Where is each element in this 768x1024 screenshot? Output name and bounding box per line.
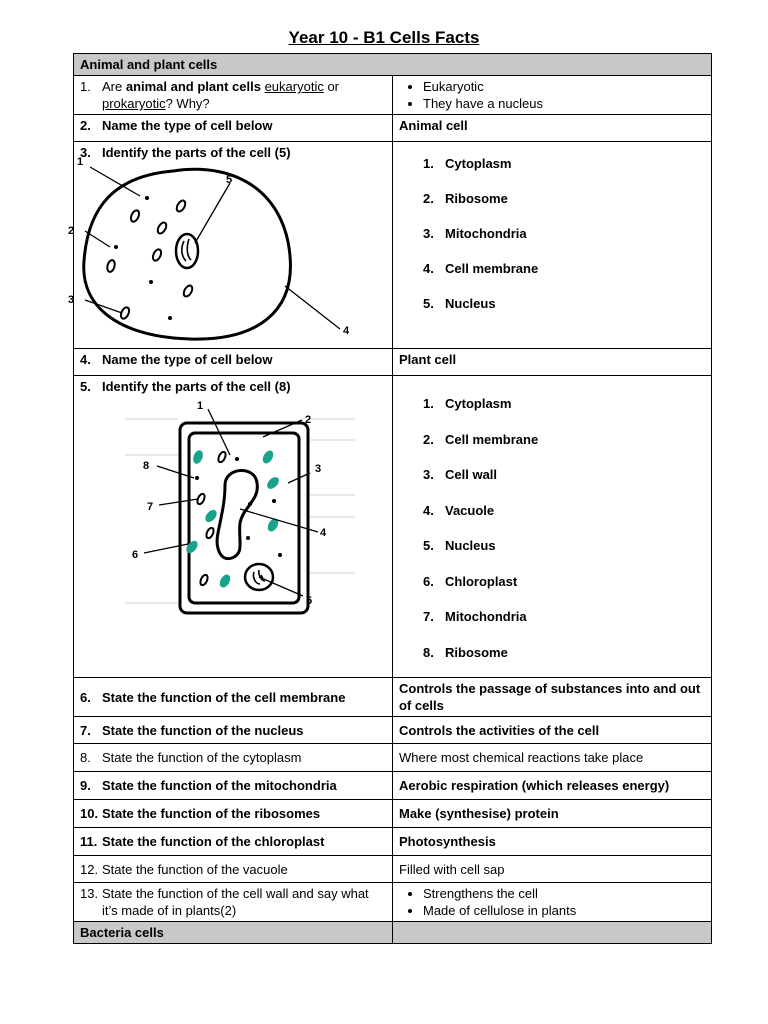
section-header-animal-plant [74, 54, 712, 76]
table-row [74, 76, 712, 115]
diagram-label: 5 [306, 595, 313, 607]
answer-cell [393, 883, 712, 922]
question-cell: 8. State the function of the cytoplasm [74, 744, 393, 772]
answer-list-item: 1. Cytoplasm [423, 396, 512, 411]
question-text: State the function of the chloroplast [102, 834, 325, 849]
table-row [74, 800, 712, 828]
question-cell: 5. Identify the parts of the cell (8) 1 2 3 4 5 6 7 8 [74, 376, 393, 678]
cells-facts-table [68, 53, 712, 944]
diagram-label: 4 [343, 325, 350, 337]
page-title: Year 10 - B1 Cells Facts [288, 28, 480, 47]
answer-bullet: • Strengthens the cell [423, 885, 705, 902]
answer-list-item: 3. Mitochondria [423, 226, 527, 241]
table-row [74, 142, 712, 349]
diagram-label: 6 [132, 549, 139, 561]
question-text: Name the type of cell below [102, 352, 273, 367]
answer-list-item: 5. Nucleus [423, 296, 496, 311]
answer-bullet: • Made of cellulose in plants [423, 902, 705, 919]
diagram-label: 8 [143, 460, 150, 472]
question-cell: 6. State the function of the cell membrane [74, 678, 393, 717]
question-text: State the function of the nucleus [102, 722, 304, 738]
question-text: Identify the parts of the cell (8) [102, 379, 291, 394]
question-text: State the function of the vacuole [102, 861, 288, 877]
question-text: Identify the parts of the cell (5) [102, 145, 291, 160]
section-header-bacteria [74, 922, 712, 944]
diagram-label: 2 [68, 225, 75, 237]
answer-cell: Filled with cell sap [393, 856, 712, 883]
answer-list-item: 8. Ribosome [423, 644, 508, 660]
answer-cell [393, 142, 712, 349]
question-cell: 10. State the function of the ribosomes [74, 800, 393, 828]
answer-list-item: 7. Mitochondria [423, 609, 527, 624]
answer-list-item: 2. Ribosome [423, 191, 508, 206]
question-cell: 12. State the function of the vacuole [74, 856, 393, 883]
question-text: State the function of the cytoplasm [102, 750, 302, 765]
question-text: State the function of the cell membrane [102, 689, 346, 705]
table-row [74, 678, 712, 717]
diagram-label: 4 [320, 527, 327, 539]
question-cell: 3. Identify the parts of the cell (5) 1 2 3 4 5 [74, 142, 393, 349]
question-text: State the function of the ribosomes [102, 806, 321, 821]
question-cell: 11. State the function of the chloroplast [74, 828, 393, 856]
diagram-label: 3 [68, 294, 75, 306]
diagram-label: 1 [197, 400, 204, 412]
answer-bullet: • Eukaryotic [423, 78, 705, 95]
table-row [74, 883, 712, 922]
question-number: 1. [80, 79, 91, 94]
plant-cell-diagram [80, 395, 380, 625]
answer-cell: Aerobic respiration (which releases energy) [393, 772, 712, 800]
question-text: Name the type of cell below [102, 118, 273, 133]
answer-list-item: 1. Cytoplasm [423, 156, 512, 171]
diagram-label: 3 [315, 463, 322, 475]
question-cell: 7. State the function of the nucleus [74, 717, 393, 744]
answer-cell [393, 376, 712, 678]
diagram-label: 7 [147, 501, 154, 513]
question-text: State the function of the mitochondria [102, 778, 337, 793]
answer-bullet: • They have a nucleus [423, 95, 705, 112]
answer-list-item: 5. Nucleus [423, 538, 496, 553]
answer-list-item: 3. Cell wall [423, 467, 498, 482]
table-row [74, 115, 712, 142]
table-row [74, 856, 712, 883]
question-cell: 2. Name the type of cell below [74, 115, 393, 142]
diagram-label: 5 [226, 174, 233, 186]
diagram-label: 1 [76, 156, 84, 168]
answer-list-item: 4. Cell membrane [423, 261, 539, 276]
question-text: State the function of the cell wall and say what it’s made of in plants(2) [102, 886, 369, 918]
question-cell: 9. State the function of the mitochondria [74, 772, 393, 800]
answer-list-item: 4. Vacuole [423, 502, 495, 518]
plant-vacuole [217, 470, 257, 558]
table-row [74, 744, 712, 772]
section-empty-cell [393, 922, 712, 944]
animal-cell-diagram [68, 156, 380, 346]
answer-cell: Controls the activities of the cell [393, 717, 712, 744]
question-text: Are animal and plant cells eukaryotic or prokaryotic? Why? [102, 79, 339, 111]
answer-cell: Animal cell [393, 115, 712, 142]
table-row [74, 376, 712, 678]
answer-cell: Make (synthesise) protein [393, 800, 712, 828]
table-row [74, 772, 712, 800]
question-cell: 4. Name the type of cell below [74, 349, 393, 376]
section-title: Bacteria cells [74, 922, 393, 944]
answer-cell: Photosynthesis [393, 828, 712, 856]
table-row [74, 828, 712, 856]
section-title: Animal and plant cells [74, 54, 712, 76]
answer-cell: Where most chemical reactions take place [393, 744, 712, 772]
table-row [74, 717, 712, 744]
question-cell: 13. State the function of the cell wall and say what it’s made of in plants(2) [74, 883, 393, 922]
answer-cell: Controls the passage of substances into and out of cells [393, 678, 712, 717]
diagram-label: 2 [305, 414, 312, 426]
answer-list-item: 6. Chloroplast [423, 573, 518, 589]
answer-list-item: 2. Cell membrane [423, 431, 539, 447]
table-row [74, 349, 712, 376]
question-cell [74, 76, 393, 115]
answer-cell: Plant cell [393, 349, 712, 376]
answer-cell [393, 76, 712, 115]
